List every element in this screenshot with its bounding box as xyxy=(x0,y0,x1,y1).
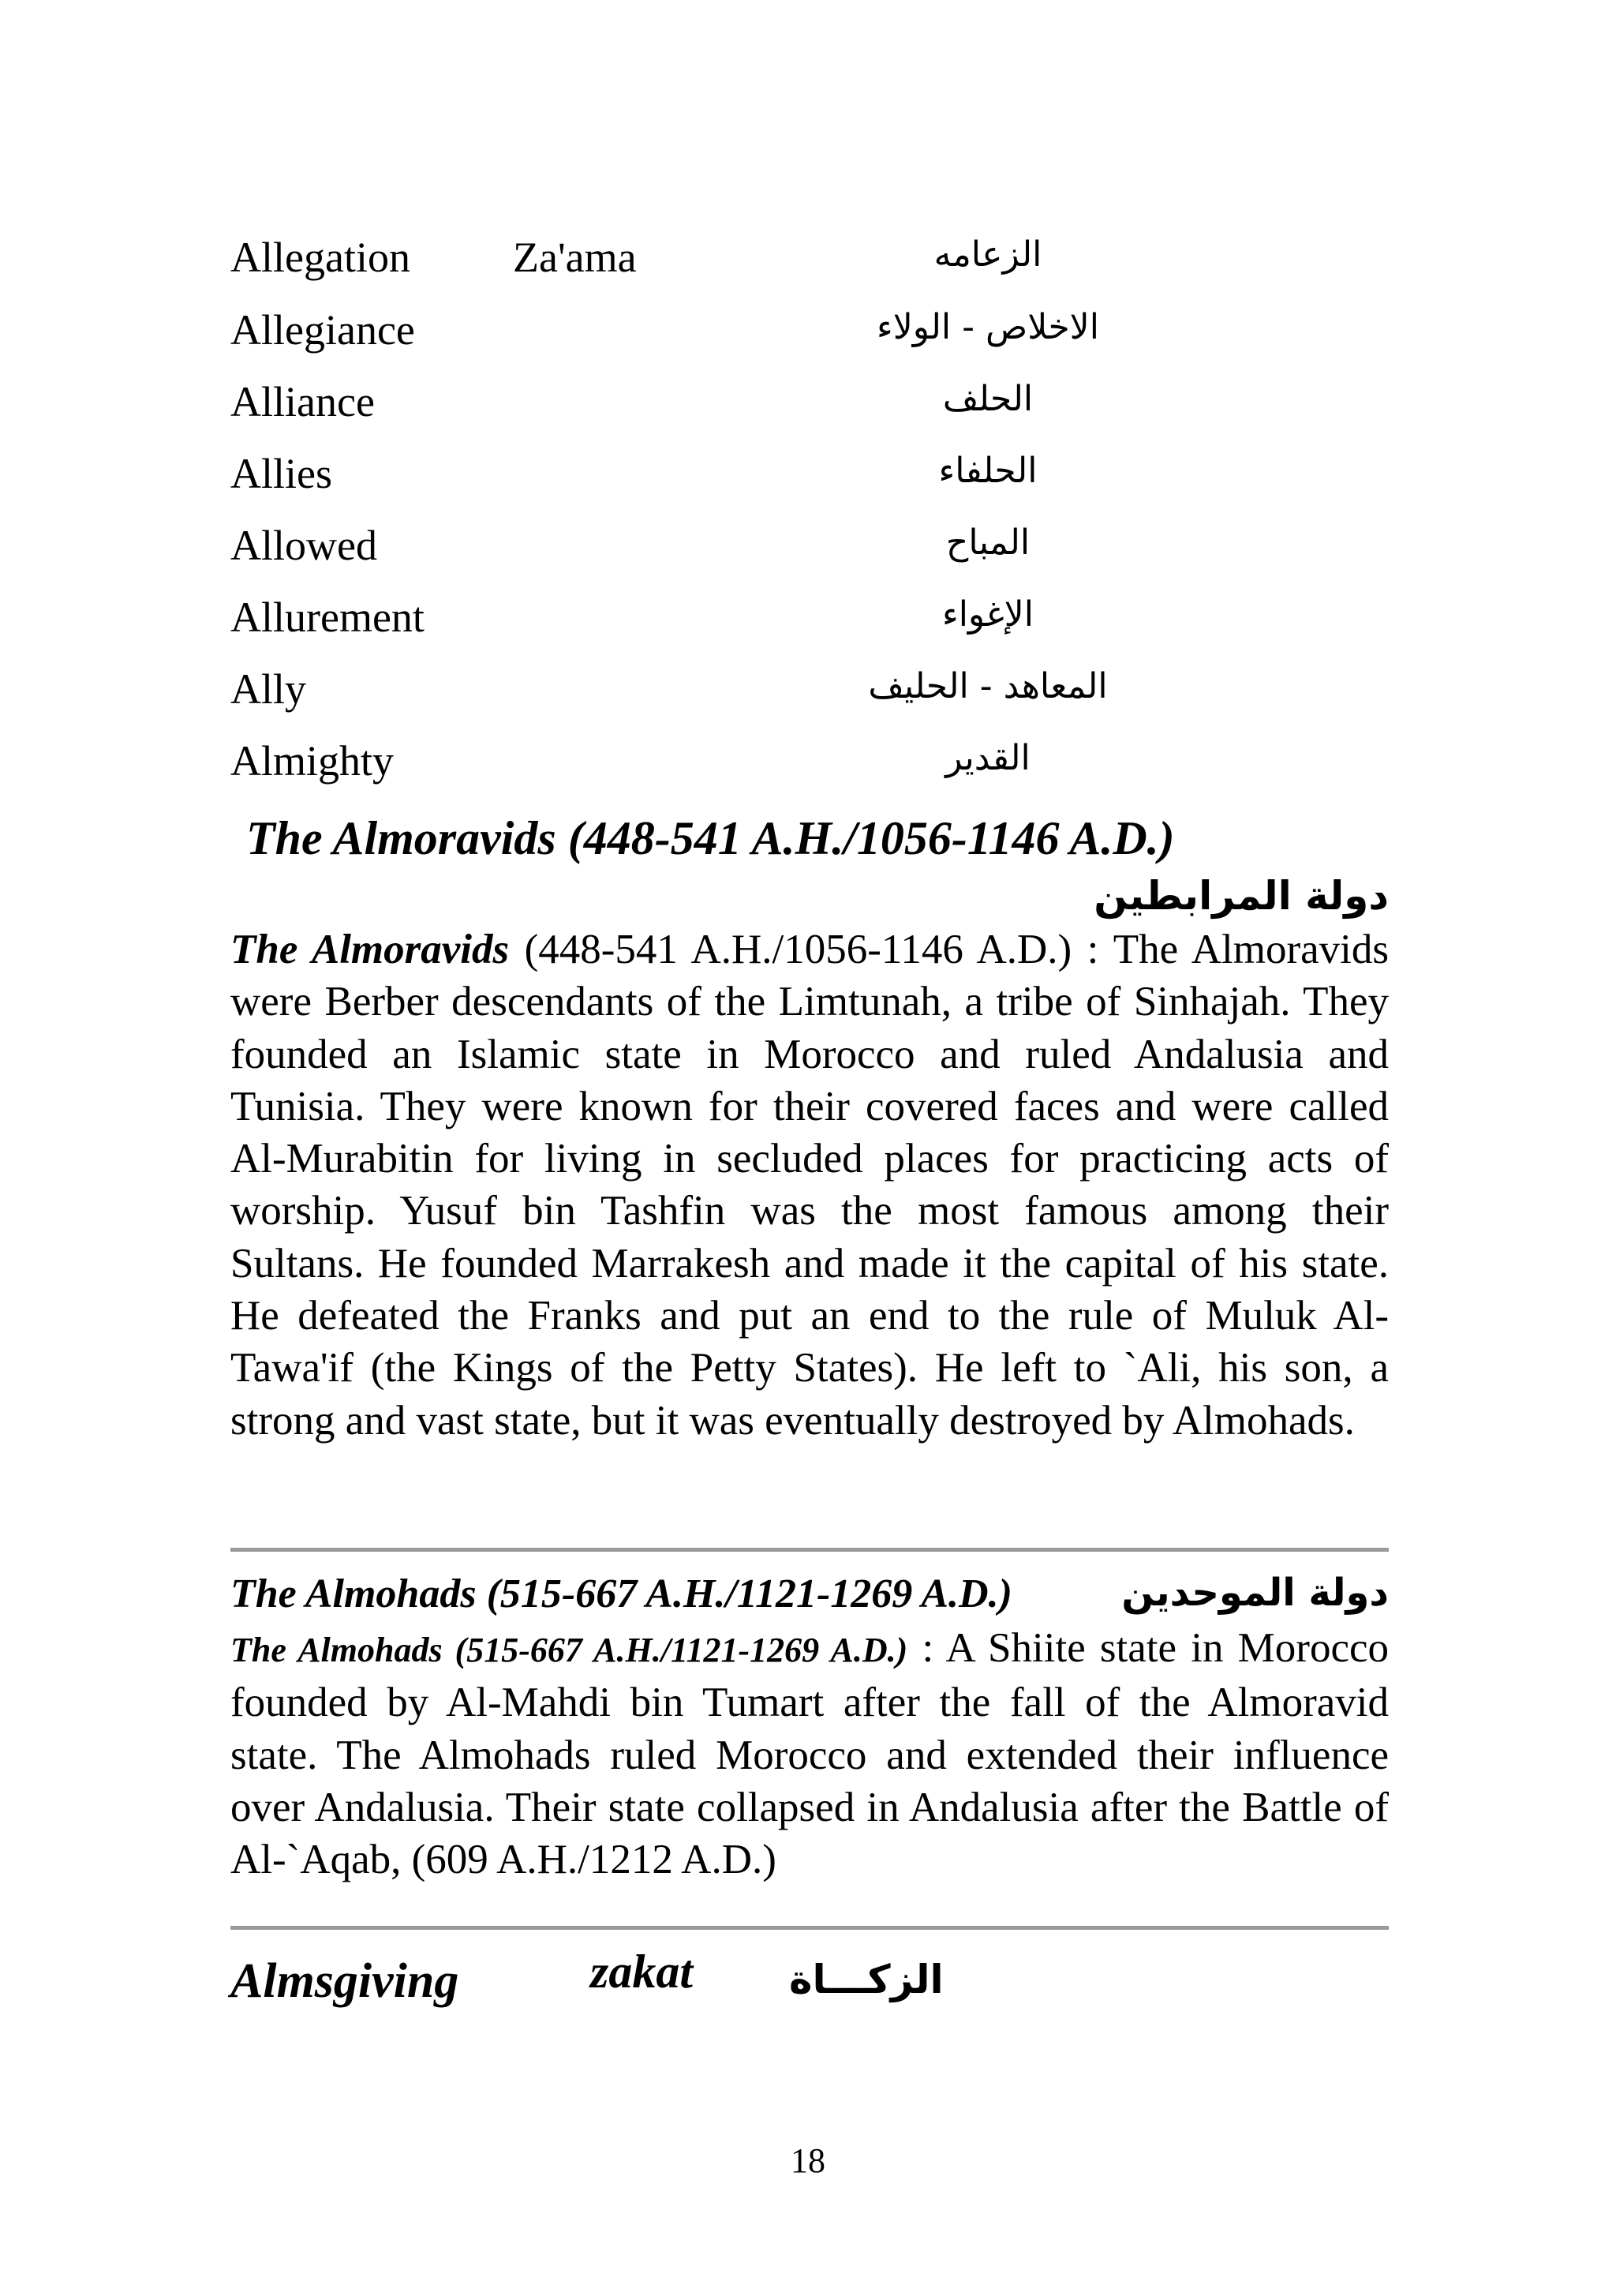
glossary-arabic: الاخلاص - الولاء xyxy=(877,307,1099,347)
glossary-row-allies xyxy=(230,442,1389,505)
glossary-row-allurement xyxy=(230,586,1389,649)
glossary-arabic: المباح xyxy=(945,522,1031,563)
glossary-english: Allegiance xyxy=(230,306,415,354)
almsgiving-transliteration: zakat xyxy=(590,1946,694,1998)
glossary-english: Allurement xyxy=(230,594,425,641)
glossary-row-almighty xyxy=(230,729,1389,792)
glossary-english: Ally xyxy=(230,665,307,713)
section-divider xyxy=(230,1548,1389,1552)
page-number: 18 xyxy=(791,2141,825,2180)
almsgiving-english: Almsgiving xyxy=(230,1954,459,2008)
glossary-arabic: الإغواء xyxy=(942,594,1034,635)
glossary-row-allegiance xyxy=(230,298,1389,361)
glossary-row-allegation xyxy=(230,226,1389,289)
almoravids-lead: The Almoravids xyxy=(230,927,510,972)
almohads-paragraph xyxy=(230,1622,1389,1886)
almsgiving-arabic: الزكـــاة xyxy=(789,1957,944,2002)
glossary-english: Allowed xyxy=(230,522,377,569)
glossary-english: Allies xyxy=(230,450,332,497)
almoravids-heading-arabic: دولة المرابطين xyxy=(1094,873,1389,919)
almohads-heading: The Almohads (515-667 A.H./1121-1269 A.D.) xyxy=(230,1571,1012,1616)
glossary-transliteration: Za'ama xyxy=(513,234,637,281)
section-divider xyxy=(230,1926,1389,1930)
glossary-row-allowed xyxy=(230,514,1389,577)
glossary-row-alliance xyxy=(230,370,1389,433)
glossary-english: Alliance xyxy=(230,378,375,425)
almoravids-body: (448-541 A.H./1056-1146 A.D.) : The Almoravids were Berber descendants of the Limtunah, a tribe of Sinhajah. They founded an Islamic state in Morocco and ruled Andalusia and Tunisia. They were known for their covered faces and were called Al-Murabitin for living in secluded places for practicing acts of worship. Yusuf bin Tashfin was the most famous among their Sultans. He founded Marrakesh and made it the capital of his state. He defeated the Franks and put an end to the rule of Muluk Al-Tawa'if (the Kings of the Petty States). He left to `Ali, his son, a strong and vast state, but it was eventually destroyed by Almohads. xyxy=(230,927,1389,1444)
glossary-english: Almighty xyxy=(230,737,395,785)
almohads-lead: The Almohads (515-667 A.H./1121-1269 A.D.) xyxy=(230,1631,908,1669)
almoravids-paragraph xyxy=(230,923,1389,1447)
glossary-english: Allegation xyxy=(230,234,410,281)
glossary-arabic: المعاهد - الحليف xyxy=(868,666,1108,706)
glossary-row-ally xyxy=(230,657,1389,721)
almoravids-heading: The Almoravids (448-541 A.H./1056-1146 A.D.) xyxy=(246,812,1175,864)
glossary-arabic: الحلفاء xyxy=(938,451,1038,491)
almohads-body: : A Shiite state in Morocco founded by Al-Mahdi bin Tumart after the fall of the Almoravid state. The Almohads ruled Morocco and extended their influence over Andalusia. Their state collapsed in Andalusia after the Battle of Al-`Aqab, (609 A.H./1212 A.D.) xyxy=(230,1625,1389,1883)
glossary-arabic: الزعامه xyxy=(933,234,1042,275)
glossary-arabic: الحلف xyxy=(942,379,1034,419)
almohads-heading-arabic: دولة الموحدين xyxy=(1121,1571,1389,1615)
glossary-arabic: القدير xyxy=(945,738,1031,778)
